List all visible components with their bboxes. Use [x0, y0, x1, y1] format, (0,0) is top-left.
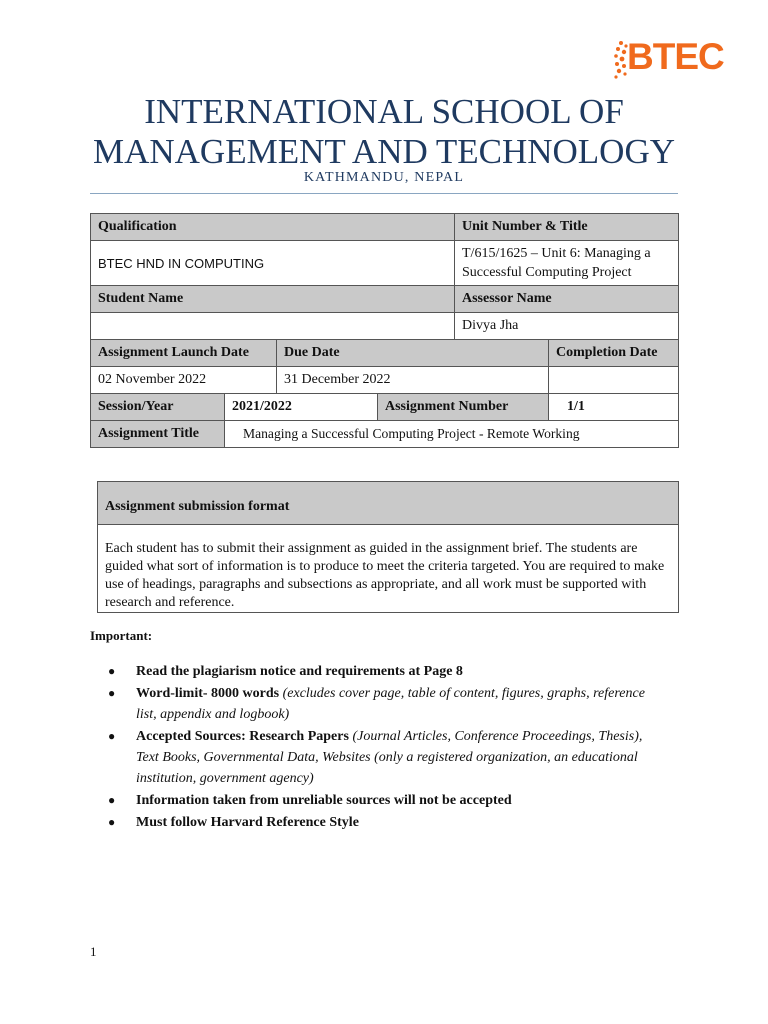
assignment-number-label: Assignment Number — [378, 394, 549, 421]
page-number: 1 — [90, 944, 97, 959]
table-row — [91, 214, 679, 241]
assignment-title-value: Managing a Successful Computing Project - Remote Working — [225, 421, 679, 448]
completion-date-label: Completion Date — [549, 340, 679, 367]
student-name-label: Student Name — [91, 286, 455, 313]
qualification-label: Qualification — [91, 214, 455, 241]
assignment-title-label: Assignment Title — [91, 421, 225, 448]
list-item — [108, 726, 668, 789]
assignment-info-table — [90, 213, 679, 448]
important-label: Important: — [90, 628, 153, 643]
submission-format-text: Each student has to submit their assignment as guided in the assignment brief. The students are guided what sort of information is to produce to meet the criteria targeted. You are required to make use of headings, paragraphs and subsections as appropriate, and all work must be supported with research and reference. — [105, 541, 665, 610]
launch-date-label: Assignment Launch Date — [91, 340, 277, 367]
table-row — [91, 286, 679, 313]
submission-format-heading: Assignment submission format — [98, 482, 678, 525]
item-bold-text: Accepted Sources: Research Papers — [136, 729, 353, 744]
completion-date-value[interactable] — [549, 367, 679, 394]
unit-label: Unit Number & Title — [455, 214, 679, 241]
assessor-name-value: Divya Jha — [455, 313, 679, 340]
assignment-number-value: 1/1 — [549, 394, 679, 421]
school-location: KATHMANDU, NEPAL — [303, 170, 465, 185]
table-row — [91, 241, 679, 286]
logo-dots-icon — [612, 40, 628, 80]
item-italic-text: (Journal Articles, Conference Proceedings, Thesis), Text Books, Governmental Data, Websites (only a registered organization, an educational institution, government agency) — [136, 729, 643, 786]
btec-logo — [612, 38, 722, 82]
item-bold-text: Must follow Harvard Reference Style — [136, 815, 359, 830]
school-title: INTERNATIONAL SCHOOL OF MANAGEMENT AND TECHNOLOGY — [92, 92, 676, 171]
qualification-value: BTEC HND IN COMPUTING — [91, 241, 455, 286]
list-item — [108, 683, 668, 725]
logo-wordmark: BTEC — [627, 36, 724, 77]
table-row — [91, 340, 679, 367]
title-divider — [90, 193, 678, 194]
bullet-icon: ● — [108, 815, 116, 829]
table-row — [91, 394, 679, 421]
item-bold-text: Read the plagiarism notice and requirements at Page 8 — [136, 664, 463, 679]
requirements-list — [108, 661, 668, 834]
launch-date-value: 02 November 2022 — [91, 367, 277, 394]
list-item — [108, 812, 668, 833]
assessor-name-label: Assessor Name — [455, 286, 679, 313]
table-row — [91, 313, 679, 340]
list-item — [108, 790, 668, 811]
bullet-icon: ● — [108, 664, 116, 678]
bullet-icon: ● — [108, 686, 116, 700]
list-item — [108, 661, 668, 682]
bullet-icon: ● — [108, 793, 116, 807]
item-bold-text: Word-limit- 8000 words — [136, 686, 283, 701]
due-date-label: Due Date — [277, 340, 549, 367]
table-row — [91, 421, 679, 448]
item-bold-text: Information taken from unreliable sources will not be accepted — [136, 793, 512, 808]
item-italic-text: (excludes cover page, table of content, figures, graphs, reference list, appendix and logbook) — [136, 686, 645, 722]
table-row — [91, 367, 679, 394]
student-name-value[interactable] — [91, 313, 455, 340]
unit-value: T/615/1625 – Unit 6: Managing a Successful Computing Project — [455, 241, 679, 286]
submission-format-box — [97, 481, 679, 613]
session-year-label: Session/Year — [91, 394, 225, 421]
bullet-icon: ● — [108, 729, 116, 743]
session-year-value: 2021/2022 — [225, 394, 378, 421]
due-date-value: 31 December 2022 — [277, 367, 549, 394]
